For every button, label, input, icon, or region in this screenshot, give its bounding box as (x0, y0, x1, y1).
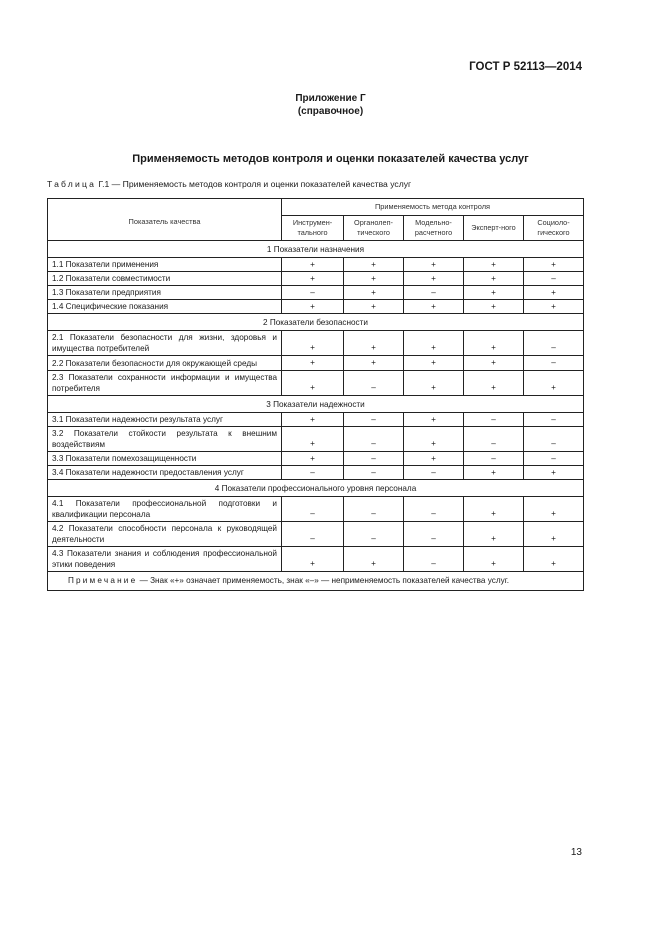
method-header: Эксперт-ного (464, 216, 524, 241)
table-row (48, 331, 584, 356)
page-title: Применяемость методов контроля и оценки показателей качества услуг (132, 153, 529, 165)
table-row (48, 258, 584, 272)
applicability-mark: – (464, 427, 524, 452)
applicability-mark: + (464, 356, 524, 371)
applicability-mark: + (464, 371, 524, 396)
table-row (48, 413, 584, 427)
applicability-mark: – (524, 413, 584, 427)
applicability-mark: + (282, 331, 344, 356)
section-row (48, 396, 584, 413)
indicator-name: 1.1 Показатели применения (48, 258, 282, 272)
applicability-mark: + (464, 286, 524, 300)
table-row (48, 427, 584, 452)
applicability-mark: + (404, 452, 464, 466)
table-row (48, 497, 584, 522)
table-row (48, 300, 584, 314)
table-row (48, 371, 584, 396)
caption-number: Г.1 (98, 179, 110, 189)
applicability-mark: – (524, 331, 584, 356)
applicability-mark: + (282, 547, 344, 572)
applicability-mark: + (464, 497, 524, 522)
note-text: — Знак «+» означает применяемость, знак «–» — неприменяемость показателей качества услуг. (137, 576, 509, 585)
indicator-name: 3.2 Показатели стойкости результата к внешним воздействиям (48, 427, 282, 452)
applicability-mark: + (524, 547, 584, 572)
indicator-name: 3.3 Показатели помехозащищенности (48, 452, 282, 466)
applicability-mark: – (464, 413, 524, 427)
applicability-mark: + (524, 466, 584, 480)
applicability-mark: – (344, 427, 404, 452)
annex-subtitle: (справочное) (297, 106, 364, 117)
table-row (48, 522, 584, 547)
applicability-mark: + (524, 371, 584, 396)
caption-text: — Применяемость методов контроля и оценки показателей качества услуг (111, 179, 412, 189)
applicability-mark: + (524, 300, 584, 314)
indicator-name: 3.1 Показатели надежности результата услуг (48, 413, 282, 427)
applicability-mark: + (344, 547, 404, 572)
applicability-mark: + (344, 356, 404, 371)
applicability-mark: – (404, 497, 464, 522)
method-header: Модельно-расчетного (404, 216, 464, 241)
applicability-mark: + (404, 331, 464, 356)
note-row (48, 572, 584, 591)
table-row (48, 356, 584, 371)
note-label: Примечание (67, 576, 138, 585)
applicability-mark: – (282, 522, 344, 547)
applicability-mark: – (344, 497, 404, 522)
table-row (48, 286, 584, 300)
applicability-mark: + (524, 497, 584, 522)
applicability-mark: + (464, 272, 524, 286)
applicability-mark: + (464, 547, 524, 572)
annex-title: Приложение Г (295, 93, 366, 104)
applicability-mark: + (344, 300, 404, 314)
indicator-name: 3.4 Показатели надежности предоставления услуг (48, 466, 282, 480)
indicator-name: 4.2 Показатели способности персонала к руководящей деятельности (48, 522, 282, 547)
indicator-name: 2.3 Показатели сохранности информации и имущества потребителя (48, 371, 282, 396)
applicability-mark: – (344, 522, 404, 547)
applicability-mark: + (344, 258, 404, 272)
method-header: Социоло-гического (524, 216, 584, 241)
applicability-mark: – (344, 452, 404, 466)
table-row (48, 272, 584, 286)
method-header: Инструмен-тального (282, 216, 344, 241)
annex-heading (0, 92, 661, 118)
indicator-name: 4.3 Показатели знания и соблюдения профессиональной этики поведения (48, 547, 282, 572)
applicability-mark: + (464, 466, 524, 480)
applicability-mark: + (344, 286, 404, 300)
applicability-mark: + (524, 522, 584, 547)
table-row (48, 466, 584, 480)
applicability-mark: + (524, 286, 584, 300)
applicability-mark: + (464, 522, 524, 547)
applicability-mark: – (524, 427, 584, 452)
header-methods: Применяемость метода контроля (282, 199, 584, 216)
table-row (48, 547, 584, 572)
applicability-mark: – (404, 286, 464, 300)
page-number: 13 (570, 847, 582, 858)
applicability-mark: + (464, 331, 524, 356)
applicability-table (47, 198, 584, 591)
applicability-mark: + (404, 272, 464, 286)
indicator-name: 1.4 Специфические показания (48, 300, 282, 314)
applicability-mark: – (404, 522, 464, 547)
section-title: 3 Показатели надежности (48, 396, 584, 413)
method-header: Органолеп-тического (344, 216, 404, 241)
applicability-mark: – (344, 466, 404, 480)
applicability-mark: + (344, 272, 404, 286)
table-header-row-1 (48, 199, 584, 216)
document-code: ГОСТ Р 52113—2014 (469, 61, 582, 73)
applicability-mark: – (524, 272, 584, 286)
applicability-mark: – (524, 356, 584, 371)
section-title: 1 Показатели назначения (48, 241, 584, 258)
section-row (48, 314, 584, 331)
applicability-mark: – (404, 547, 464, 572)
applicability-mark: + (524, 258, 584, 272)
applicability-mark: + (282, 413, 344, 427)
section-title: 2 Показатели безопасности (48, 314, 584, 331)
indicator-name: 4.1 Показатели профессиональной подготовки и квалификации персонала (48, 497, 282, 522)
applicability-mark: – (464, 452, 524, 466)
applicability-mark: + (464, 258, 524, 272)
applicability-mark: – (282, 466, 344, 480)
applicability-mark: – (344, 371, 404, 396)
applicability-mark: – (282, 497, 344, 522)
section-title: 4 Показатели профессионального уровня персонала (48, 480, 584, 497)
caption-label: Таблица (47, 179, 97, 189)
applicability-mark: + (344, 331, 404, 356)
indicator-name: 2.2 Показатели безопасности для окружающей среды (48, 356, 282, 371)
applicability-mark: + (404, 427, 464, 452)
section-row (48, 241, 584, 258)
applicability-mark: + (404, 413, 464, 427)
applicability-mark: + (464, 300, 524, 314)
applicability-mark: + (282, 427, 344, 452)
applicability-mark: + (282, 300, 344, 314)
section-row (48, 480, 584, 497)
table-row (48, 452, 584, 466)
applicability-mark: + (404, 371, 464, 396)
applicability-mark: – (404, 466, 464, 480)
applicability-mark: + (282, 356, 344, 371)
indicator-name: 1.2 Показатели совместимости (48, 272, 282, 286)
indicator-name: 2.1 Показатели безопасности для жизни, здоровья и имущества потребителей (48, 331, 282, 356)
indicator-name: 1.3 Показатели предприятия (48, 286, 282, 300)
table-caption (47, 179, 411, 189)
applicability-mark: + (404, 356, 464, 371)
applicability-mark: + (282, 452, 344, 466)
applicability-mark: – (524, 452, 584, 466)
table-note (48, 572, 584, 591)
applicability-mark: + (282, 258, 344, 272)
applicability-mark: + (282, 272, 344, 286)
applicability-mark: + (404, 300, 464, 314)
applicability-mark: + (282, 371, 344, 396)
applicability-mark: – (344, 413, 404, 427)
header-indicator: Показатель качества (48, 199, 282, 241)
applicability-mark: – (282, 286, 344, 300)
applicability-mark: + (404, 258, 464, 272)
